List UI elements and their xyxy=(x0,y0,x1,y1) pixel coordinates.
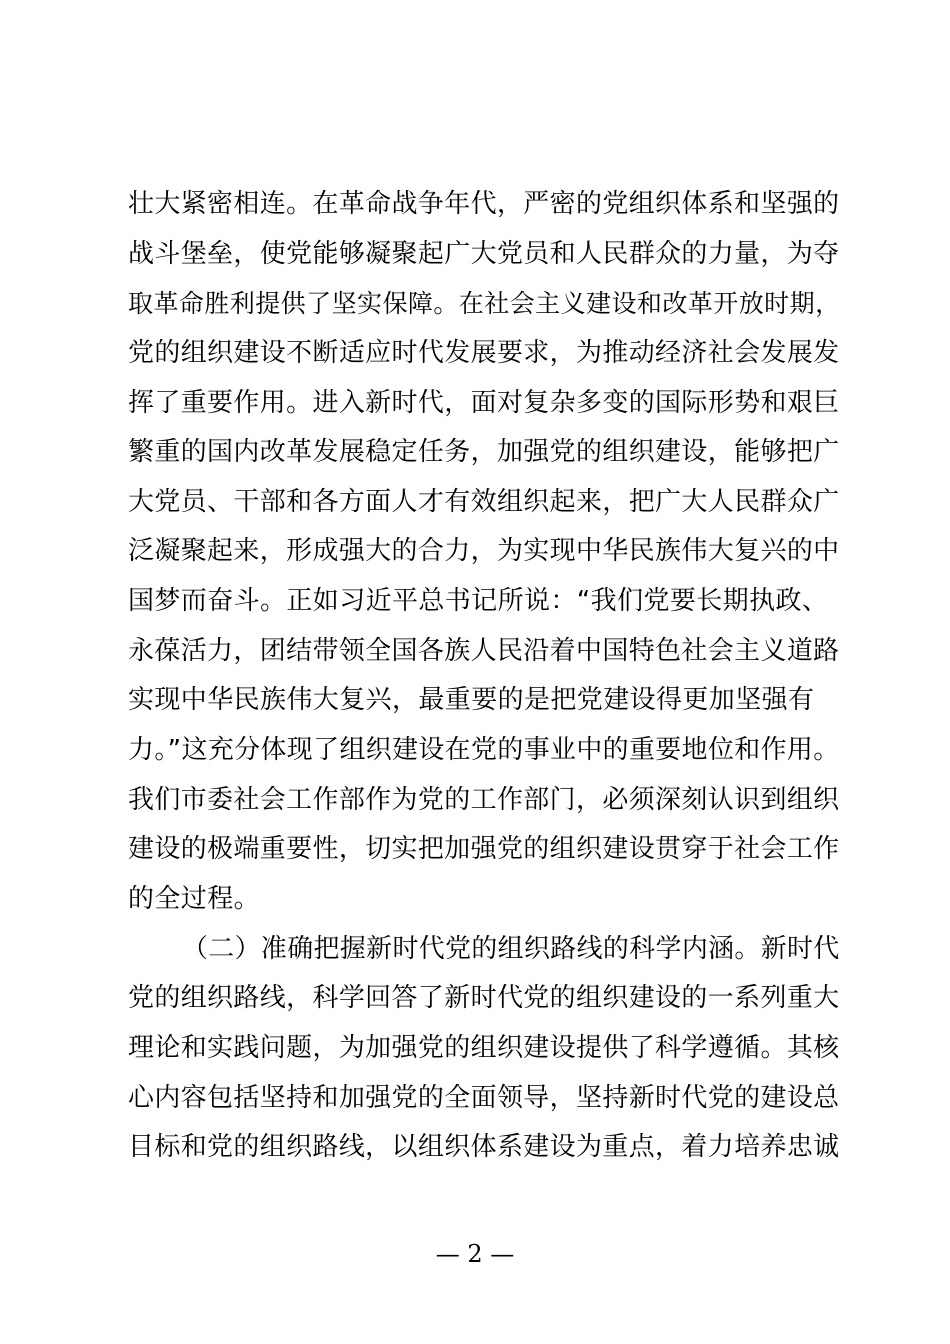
text-line: 壮大紧密相连。在革命战争年代，严密的党组织体系和坚强的 xyxy=(128,189,840,219)
text-line: 实现中华民族伟大复兴，最重要的是把党建设得更加坚强有 xyxy=(128,685,815,716)
text-line: 力。”这充分体现了组织建设在党的事业中的重要地位和作用。 xyxy=(128,735,840,766)
text-line: 大党员、干部和各方面人才有效组织起来，把广大人民群众广 xyxy=(128,486,840,517)
text-line: 党的组织路线，科学回答了新时代党的组织建设的一系列重大 xyxy=(128,983,840,1014)
document-body xyxy=(128,180,841,1173)
text-line: 繁重的国内改革发展稳定任务，加强党的组织建设，能够把广 xyxy=(128,437,840,468)
text-line: 心内容包括坚持和加强党的全面领导，坚持新时代党的建设总 xyxy=(128,1082,840,1113)
text-line: 取革命胜利提供了坚实保障。在社会主义建设和改革开放时期， xyxy=(128,289,841,319)
text-line: 战斗堡垒，使党能够凝聚起广大党员和人民群众的力量，为夺 xyxy=(128,238,840,269)
text-line: 永葆活力，团结带领全国各族人民沿着中国特色社会主义道路 xyxy=(128,635,840,666)
text-line: 理论和实践问题，为加强党的组织建设提供了科学遵循。其核 xyxy=(128,1032,840,1063)
text-line: 我们市委社会工作部作为党的工作部门，必须深刻认识到组织 xyxy=(128,784,840,815)
text-line: 建设的极端重要性，切实把加强党的组织建设贯穿于社会工作 xyxy=(128,834,840,865)
page-number: — 2 — xyxy=(435,1240,515,1268)
text-line: 目标和党的组织路线，以组织体系建设为重点，着力培养忠诚 xyxy=(128,1132,840,1163)
text-line: 挥了重要作用。进入新时代，面对复杂多变的国际形势和艰巨 xyxy=(128,387,840,418)
text-line: 国梦而奋斗。正如习近平总书记所说：“我们党要长期执政、 xyxy=(128,586,829,617)
text-line: 的全过程。 xyxy=(128,883,261,914)
section-heading-line: （二）准确把握新时代党的组织路线的科学内涵。新时代 xyxy=(182,933,840,964)
text-line: 泛凝聚起来，形成强大的合力，为实现中华民族伟大复兴的中 xyxy=(128,536,840,567)
text-line: 党的组织建设不断适应时代发展要求，为推动经济社会发展发 xyxy=(128,337,840,368)
